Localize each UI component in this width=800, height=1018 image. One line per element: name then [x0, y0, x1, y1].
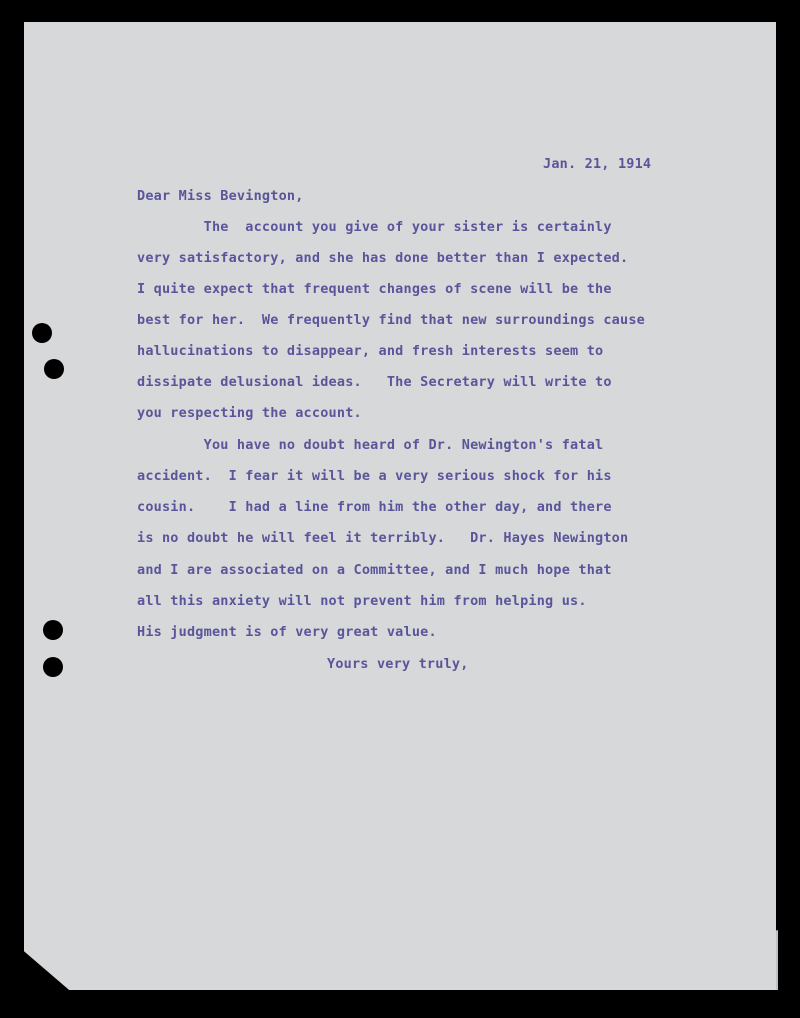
letter-line: dissipate delusional ideas. The Secretary will write to [137, 374, 612, 390]
punch-hole [44, 359, 64, 379]
letter-line: very satisfactory, and she has done better than I expected. [137, 250, 629, 266]
letter-line: The account you give of your sister is certainly [137, 219, 612, 235]
letter-line: all this anxiety will not prevent him from helping us. [137, 593, 587, 609]
letter-salutation: Dear Miss Bevington, [137, 188, 304, 204]
letter-line: best for her. We frequently find that new surroundings cause [137, 312, 645, 328]
letter-line: and I are associated on a Committee, and I much hope that [137, 562, 612, 578]
letter-line: I quite expect that frequent changes of scene will be the [137, 281, 612, 297]
punch-hole [43, 657, 63, 677]
letter-line: His judgment is of very great value. [137, 624, 437, 640]
letter-line: hallucinations to disappear, and fresh interests seem to [137, 343, 604, 359]
letter-line: is no doubt he will feel it terribly. Dr. Hayes Newington [137, 530, 629, 546]
letter-line: you respecting the account. [137, 405, 362, 421]
letter-date: Jan. 21, 1914 [543, 156, 652, 172]
letter-line: cousin. I had a line from him the other day, and there [137, 499, 612, 515]
letter-closing: Yours very truly, [327, 656, 469, 672]
letter-line: accident. I fear it will be a very serious shock for his [137, 468, 612, 484]
punch-hole [43, 620, 63, 640]
punch-hole [32, 323, 52, 343]
letter-line: You have no doubt heard of Dr. Newington's fatal [137, 437, 604, 453]
